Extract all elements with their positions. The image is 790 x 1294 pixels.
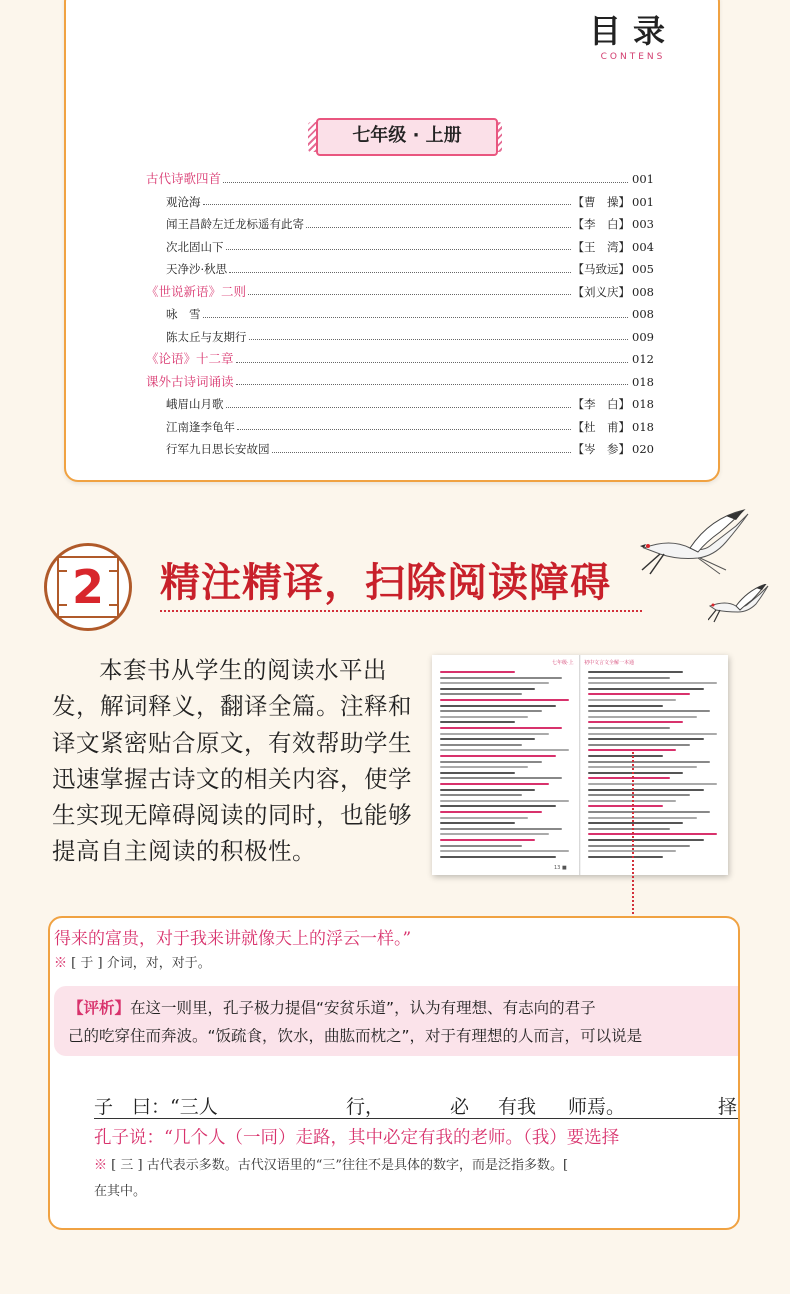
toc-entry-title: 《论语》十二章	[146, 351, 234, 366]
feature-number-badge	[44, 543, 132, 631]
note-mark: ※	[54, 956, 68, 971]
thumbnail-text-line	[588, 822, 683, 824]
thumbnail-text-line	[588, 688, 704, 690]
thumbnail-text-line	[588, 671, 683, 673]
toc-leader-dots	[248, 294, 570, 295]
grade-label: 七年级 · 上册	[316, 118, 498, 156]
grade-banner	[308, 122, 502, 152]
thumbnail-text-line	[440, 749, 569, 751]
toc-title: 目录	[588, 12, 677, 50]
toc-entry[interactable]	[146, 416, 654, 439]
thumbnail-text-line	[588, 839, 704, 841]
annotation-2	[94, 1154, 568, 1173]
thumbnail-text-line	[588, 828, 670, 830]
thumbnail-text-line	[440, 850, 569, 852]
toc-entry-page: 020	[632, 442, 654, 456]
thumbnail-text-line	[588, 783, 717, 785]
toc-entry-author: 【刘义庆】	[572, 284, 630, 299]
commentary-line-2: 己的吃穿住而奔波。“饭疏食，饮水，曲肱而枕之”，对于有理想的人而言，可以说是	[68, 1027, 643, 1045]
thumbnail-text-line	[440, 783, 549, 785]
crane-icon	[708, 584, 770, 626]
toc-entry[interactable]	[146, 168, 654, 191]
thumbnail-text-line	[440, 705, 556, 707]
thumbnail-text-line	[440, 738, 535, 740]
toc-leader-dots	[236, 384, 628, 385]
thumbnail-text-line	[588, 777, 670, 779]
thumbnail-text-line	[588, 833, 717, 835]
thumbnail-text-line	[440, 794, 522, 796]
thumbnail-text-line	[440, 828, 562, 830]
toc-entry-author: 【曹 操】	[572, 194, 630, 209]
thumbnail-text-line	[588, 710, 710, 712]
thumbnail-text-line	[440, 710, 542, 712]
toc-entry[interactable]	[146, 281, 654, 304]
thumbnail-text-line	[588, 738, 704, 740]
toc-entry[interactable]	[146, 236, 654, 259]
thumbnail-text-line	[440, 699, 569, 701]
thumbnail-text-line	[588, 699, 676, 701]
thumbnail-text-line	[440, 777, 562, 779]
thumbnail-text-line	[588, 761, 710, 763]
toc-entry-title: 古代诗歌四首	[146, 171, 222, 186]
note-mark: ※	[94, 1158, 108, 1173]
toc-entry-page: 012	[632, 352, 654, 366]
thumbnail-text-line	[588, 856, 663, 858]
translation-line-2: 孔子说：“几个人（一同）走路，其中必定有我的老师。（我）要选择	[94, 1128, 620, 1148]
thumbnail-text-line	[440, 833, 549, 835]
toc-entry-title: 陈太丘与友期行	[166, 329, 247, 344]
thumbnail-text-line	[588, 733, 717, 735]
toc-entry-page: 008	[632, 284, 654, 299]
toc-entry[interactable]	[146, 213, 654, 236]
feature-description: 本套书从学生的阅读水平出发，解词释义，翻译全篇。注释和译文紧密贴合原文，有效帮助学生迅速掌握古诗文的相关内容，使学生实现无障碍阅读的同时，也能够提高自主阅读的积极性。	[52, 656, 412, 866]
original-text-segment: 曰：“三人	[132, 1096, 218, 1118]
thumbnail-text-line	[588, 693, 690, 695]
thumbnail-text-line	[440, 721, 515, 723]
original-text-segment: 有我	[498, 1096, 537, 1118]
toc-leader-dots	[226, 249, 571, 250]
excerpt-card	[48, 916, 740, 1230]
sample-page-thumbnail	[432, 655, 728, 875]
thumbnail-text-line	[440, 817, 528, 819]
toc-entry-title: 次北固山下	[166, 239, 224, 254]
toc-entry-title: 《世说新语》二则	[146, 283, 247, 299]
thumbnail-text-line	[588, 727, 670, 729]
thumbnail-text-line	[588, 789, 704, 791]
thumbnail-text-line	[440, 772, 515, 774]
annotation-1-text: [ 于 ] 介词，对，对于。	[67, 956, 211, 971]
toc-entry[interactable]	[146, 258, 654, 281]
toc-card	[64, 0, 720, 482]
crane-icon	[640, 508, 752, 586]
commentary-text-1: 在这一则里，孔子极力提倡“安贫乐道”，认为有理想、有志向的君子	[130, 999, 596, 1017]
toc-leader-dots	[229, 272, 570, 273]
toc-entry-page: 009	[632, 329, 654, 344]
thumbnail-text-line	[588, 721, 683, 723]
toc-entry-author: 【王 湾】	[572, 239, 630, 254]
thumbnail-text-line	[588, 772, 683, 774]
toc-entry-author: 【李 白】	[572, 217, 630, 231]
thumbnail-text-line	[440, 822, 515, 824]
toc-leader-dots	[223, 182, 628, 183]
toc-leader-dots	[236, 362, 628, 363]
thumbnail-text-line	[440, 789, 535, 791]
thumbnail-text-line	[588, 811, 710, 813]
toc-entry[interactable]	[146, 438, 654, 461]
toc-entry-title: 行军九日思长安故园	[166, 442, 270, 456]
thumbnail-text-line	[440, 733, 549, 735]
thumbnail-text-line	[588, 817, 697, 819]
toc-entry-author: 【岑 参】	[572, 442, 630, 456]
thumbnail-text-line	[588, 845, 690, 847]
annotation-2-continued: 在其中。	[94, 1184, 147, 1199]
toc-entry[interactable]	[146, 393, 654, 416]
thumbnail-text-line	[440, 755, 556, 757]
toc-entry[interactable]	[146, 303, 654, 326]
toc-leader-dots	[226, 407, 571, 408]
toc-entry[interactable]	[146, 191, 654, 214]
toc-entry-title: 咏 雪	[166, 307, 201, 321]
toc-entry-title: 江南逢李龟年	[166, 419, 235, 434]
thumbnail-text-line	[440, 805, 556, 807]
thumbnail-right-header: 初中文言文全解一本通	[584, 660, 635, 666]
toc-entry-page: 018	[632, 419, 654, 434]
toc-entry-page: 005	[632, 262, 654, 276]
thumbnail-text-line	[440, 671, 515, 673]
toc-leader-dots	[203, 317, 629, 318]
page-fold	[579, 655, 581, 875]
toc-entry[interactable]	[146, 326, 654, 349]
annotation-1	[54, 952, 211, 971]
feature-number: 2	[67, 558, 109, 616]
toc-leader-dots	[306, 227, 571, 228]
annotation-2-text: [ 三 ] 古代表示多数。古代汉语里的“三”往往不是具体的数字，而是泛指多数。[	[107, 1158, 569, 1173]
thumbnail-text-line	[588, 766, 697, 768]
original-text-segment: 子	[94, 1096, 114, 1118]
toc-entry-author: 【杜 甫】	[572, 419, 630, 434]
toc-entry[interactable]	[146, 348, 654, 371]
thumbnail-text-line	[440, 811, 542, 813]
toc-entry-page: 018	[632, 397, 654, 411]
toc-entry-title: 闻王昌龄左迁龙标遥有此寄	[166, 217, 304, 231]
toc-entry-title: 观沧海	[166, 194, 201, 209]
thumbnail-text-line	[440, 761, 542, 763]
toc-entry-title: 天净沙·秋思	[166, 262, 228, 276]
commentary-line-1	[68, 996, 596, 1018]
original-text-segment: 择	[718, 1096, 738, 1118]
original-text-segment: 行，	[346, 1096, 385, 1118]
thumbnail-text-line	[440, 682, 549, 684]
thumbnail-text-line	[440, 716, 528, 718]
thumbnail-text-line	[440, 727, 562, 729]
toc-list	[146, 168, 654, 461]
thumbnail-text-line	[588, 716, 697, 718]
toc-leader-dots	[237, 429, 571, 430]
toc-entry-page: 004	[632, 239, 654, 254]
thumbnail-text-line	[440, 677, 562, 679]
thumbnail-text-line	[588, 755, 663, 757]
thumbnail-text-line	[440, 688, 535, 690]
thumbnail-left-header: 七年级·上	[552, 660, 574, 666]
toc-entry-author: 【李 白】	[572, 397, 630, 411]
toc-leader-dots	[272, 452, 571, 453]
thumbnail-text-line	[440, 766, 528, 768]
thumbnail-text-line	[588, 744, 690, 746]
commentary-box	[54, 986, 740, 1056]
toc-entry-title: 课外古诗词诵读	[146, 373, 234, 389]
thumbnail-text-line	[588, 805, 663, 807]
thumbnail-text-line	[588, 705, 663, 707]
toc-entry-page: 001	[632, 194, 654, 209]
toc-entry-page: 008	[632, 307, 654, 321]
original-text-segment: 师焉。	[568, 1096, 626, 1118]
thumbnail-page-number: 13 ■	[554, 865, 567, 871]
toc-leader-dots	[203, 204, 571, 205]
original-text-line	[94, 1092, 740, 1119]
toc-entry-page: 003	[632, 217, 654, 231]
translation-line-1: 得来的富贵，对于我来讲就像天上的浮云一样。”	[54, 929, 412, 949]
toc-subtitle: CONTENS	[600, 52, 666, 62]
toc-leader-dots	[249, 339, 629, 340]
thumbnail-text-line	[440, 800, 569, 802]
thumbnail-text-line	[440, 744, 522, 746]
toc-entry-author: 【马致远】	[572, 262, 630, 276]
commentary-tag: 【评析】	[68, 999, 131, 1017]
toc-entry-page: 001	[632, 172, 654, 186]
feature-title-underline	[160, 610, 642, 612]
feature-title: 精注精译，扫除阅读障碍	[160, 559, 611, 606]
thumbnail-text-line	[588, 682, 717, 684]
thumbnail-text-line	[440, 856, 556, 858]
thumbnail-text-line	[440, 693, 522, 695]
toc-entry-title: 峨眉山月歌	[166, 397, 224, 411]
toc-entry[interactable]	[146, 371, 654, 394]
thumbnail-text-line	[588, 794, 690, 796]
thumbnail-text-line	[440, 845, 522, 847]
toc-entry-page: 018	[632, 374, 654, 389]
thumbnail-text-line	[588, 677, 670, 679]
original-text-segment: 必	[450, 1096, 470, 1118]
thumbnail-text-line	[440, 839, 535, 841]
